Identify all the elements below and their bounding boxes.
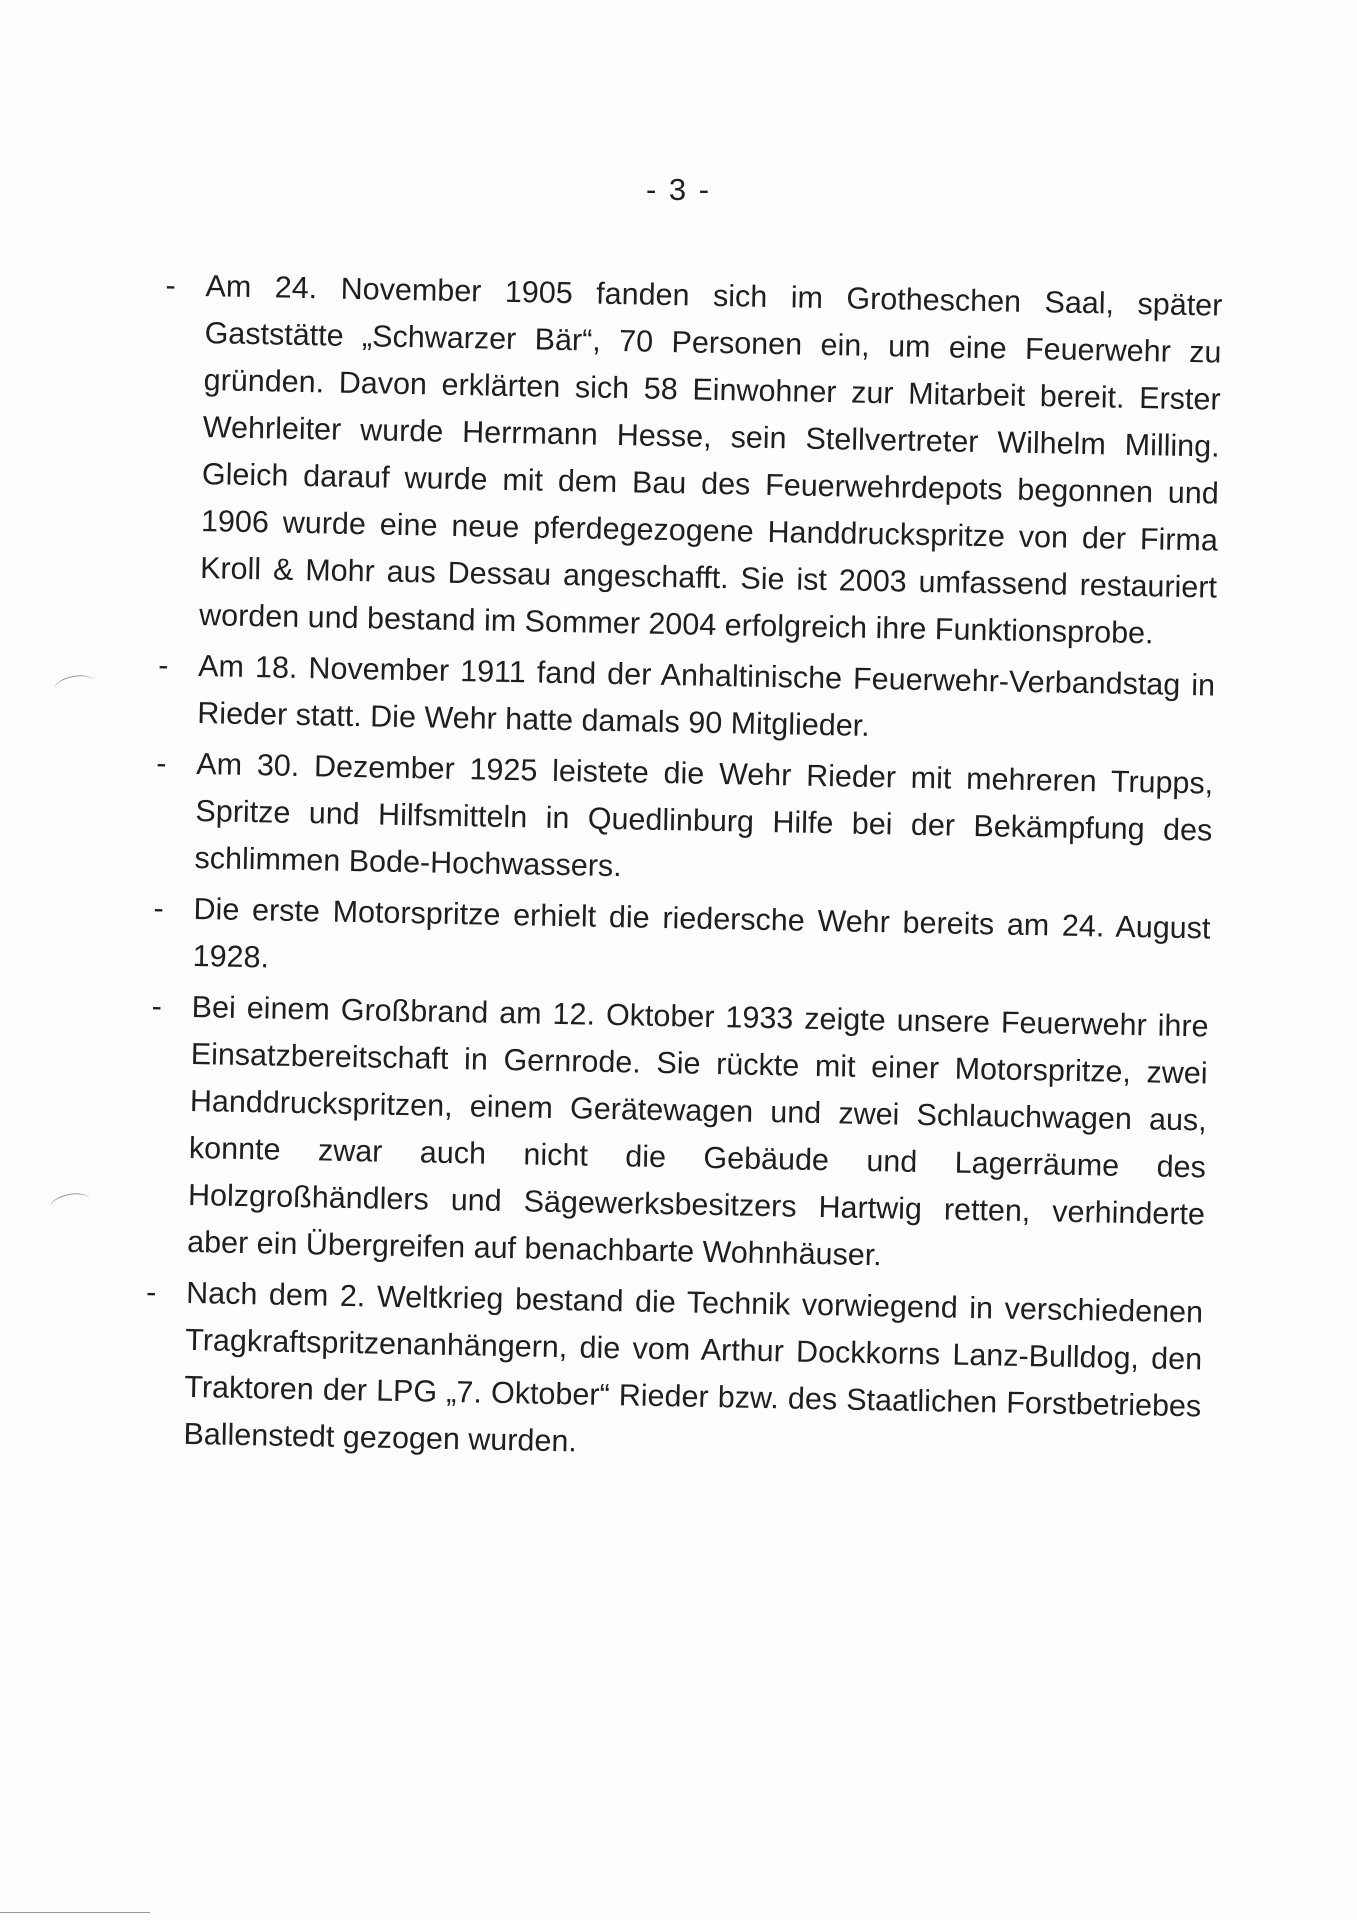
list-item	[136, 740, 1214, 902]
list-item-text: Bei einem Großbrand am 12. Oktober 1933 zeigte unsere Feuerwehr ihre Einsatzbereitschaft in Gernrode. Sie rückte mit einer Motorspritze, zwei Handdruckspritzen, einem Gerätewagen und zwei Schlauchwagen aus, konnte zwar auch nicht die Gebäude und Lagerräume des Holzgroßhändlers und Sägewerksbesitzers Hartwig retten, verhinderte aber ein Übergreifen auf benachbarte Wohnhäuser.	[186, 989, 1209, 1273]
list-item	[139, 642, 1216, 757]
list-item	[125, 1269, 1203, 1478]
list-bullet: -	[151, 989, 163, 1024]
list-item-text: Am 18. November 1911 fand der Anhaltinische Feuerwehr-Verbandstag in Rieder statt. Die Wehr hatte damals 90 Mitglieder.	[197, 649, 1216, 743]
list-bullet: -	[145, 1275, 157, 1310]
list-bullet: -	[157, 648, 169, 683]
page-number: - 3 -	[645, 172, 712, 207]
margin-mark	[48, 1190, 91, 1217]
list-item	[141, 262, 1223, 659]
chronicle-list	[125, 262, 1223, 1481]
list-item	[129, 983, 1209, 1286]
list-item-text: Am 30. Dezember 1925 leistete die Wehr Rieder mit mehreren Trupps, Spritze und Hilfsmitteln in Quedlinburg Hilfe bei der Bekämpfung des schlimmen Bode-Hochwassers.	[194, 747, 1214, 884]
list-item	[134, 885, 1211, 1000]
list-item-text: Am 24. November 1905 fanden sich im Grotheschen Saal, später Gaststätte „Schwarzer Bär“, 70 Personen ein, um eine Feuerwehr zu gründen. Davon erklärten sich 58 Einwohner zur Mitarbeit bereit. Erster Wehrleiter wurde Herrmann Hesse, sein Stellvertreter Wilhelm Milling. Gleich darauf wurde mit dem Bau des Feuerwehrdepots begonnen und 1906 wurde eine neue pferdegezogene Handdruckspritze von der Firma Kroll & Mohr aus Dessau angeschafft. Sie ist 2003 umfassend restauriert worden und bestand im Sommer 2004 erfolgreich ihre Funktionsprobe.	[198, 269, 1223, 651]
margin-mark	[52, 672, 95, 699]
scan-edge-line	[0, 1912, 150, 1913]
list-bullet: -	[153, 891, 165, 926]
list-bullet: -	[165, 268, 177, 303]
list-item-text: Die erste Motorspritze erhielt die riedersche Wehr bereits am 24. August 1928.	[192, 891, 1211, 975]
list-bullet: -	[156, 746, 167, 781]
list-item-text: Nach dem 2. Weltkrieg bestand die Technik vorwiegend in verschiedenen Tragkraftspritzenanhängern, die vom Arthur Dockkorns Lanz-Bulldog, den Traktoren der LPG „7. Oktober“ Rieder bzw. des Staatlichen Forstbetriebes Ballenstedt gezogen wurden.	[183, 1275, 1204, 1459]
